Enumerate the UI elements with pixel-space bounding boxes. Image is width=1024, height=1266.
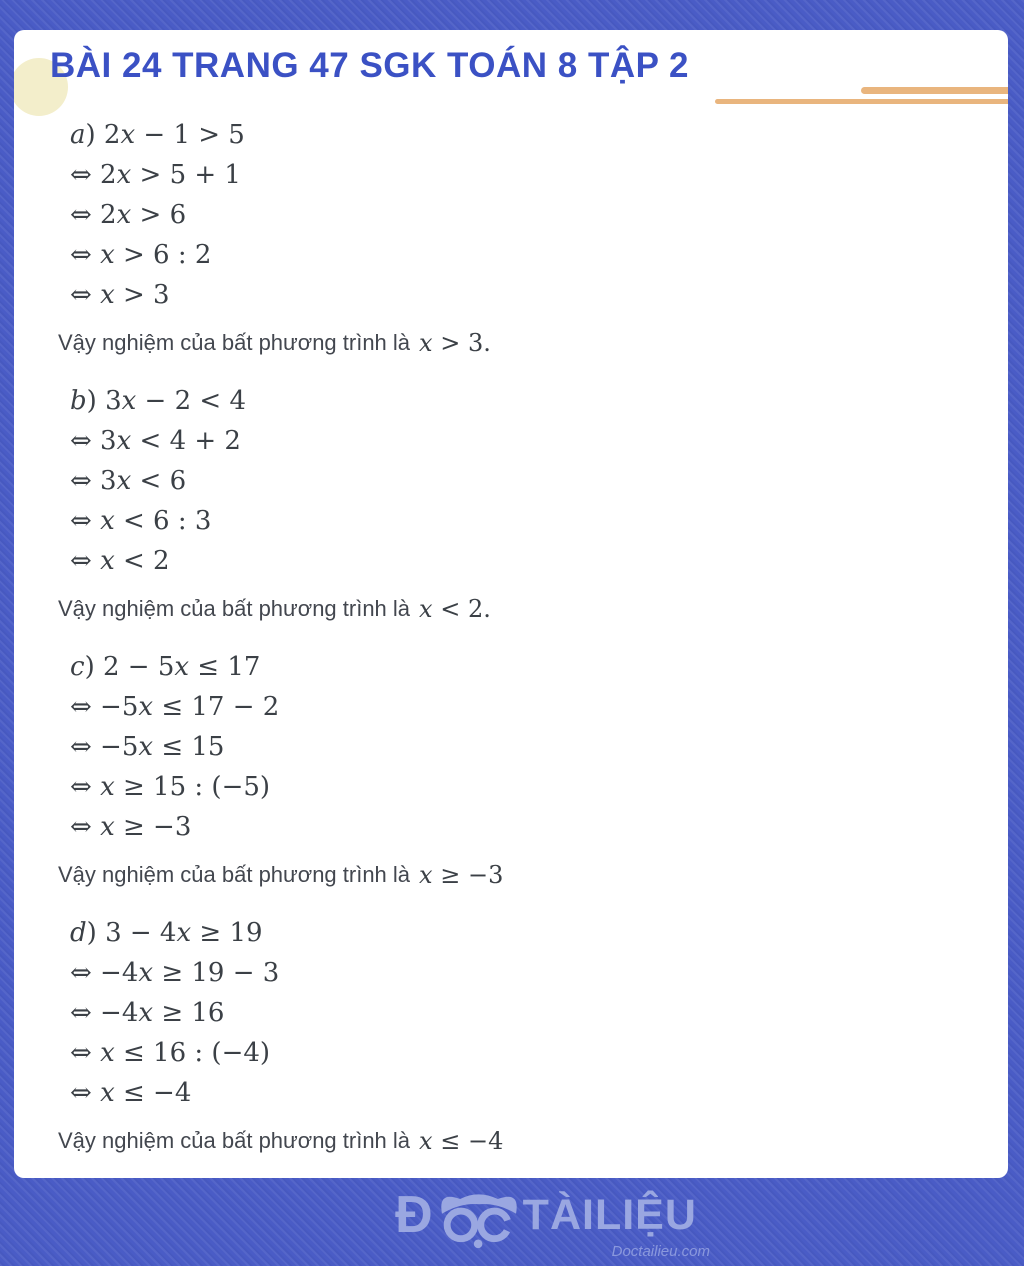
math-line: ⇔ x ≤ −4 <box>70 1078 192 1108</box>
math-line: ⇔ x ≤ 16 : (−4) <box>70 1038 271 1068</box>
math-line: ⇔ −4 x ≥ 16 <box>70 998 225 1028</box>
math-line: ⇔ 2 x > 6 <box>70 200 187 230</box>
math-line: ⇔ x < 6 : 3 <box>70 506 212 536</box>
math-line: d ) 3 − 4 x ≥ 19 <box>70 918 263 948</box>
logo-text: TÀILIỆU <box>522 1190 697 1239</box>
logo-wordmark <box>376 1187 716 1243</box>
conclusion-line <box>58 1125 978 1157</box>
conclusion-math: x ≥ −3 <box>419 861 504 889</box>
solution-section-b <box>58 381 978 625</box>
accent-line-bottom <box>715 99 1008 104</box>
math-line: ⇔ x > 6 : 2 <box>70 240 212 270</box>
math-line: ⇔ 3 x < 6 <box>70 466 187 496</box>
website-text: Doctailieu.com <box>611 1243 710 1260</box>
conclusion-line <box>58 859 978 891</box>
conclusion-text: Vậy nghiệm của bất phương trình là <box>58 862 411 887</box>
conclusion-text: Vậy nghiệm của bất phương trình là <box>58 1128 411 1153</box>
math-line: ⇔ −5 x ≤ 15 <box>70 732 225 762</box>
conclusion-line <box>58 327 978 359</box>
math-line: ⇔ x ≥ 15 : (−5) <box>70 772 271 802</box>
math-line: ⇔ −5 x ≤ 17 − 2 <box>70 692 280 722</box>
math-line: c ) 2 − 5 x ≤ 17 <box>70 652 261 682</box>
solution-section-d <box>58 913 978 1157</box>
math-line: a ) 2 x − 1 > 5 <box>70 120 245 150</box>
math-line: ⇔ x ≥ −3 <box>70 812 192 842</box>
accent-line-top <box>861 87 1008 94</box>
solution-content <box>58 115 978 1178</box>
conclusion-line <box>58 593 978 625</box>
owl-icon <box>433 1187 525 1249</box>
conclusion-math: x < 2. <box>419 595 491 623</box>
conclusion-text: Vậy nghiệm của bất phương trình là <box>58 596 411 621</box>
solution-section-c <box>58 647 978 891</box>
conclusion-math: x > 3. <box>419 329 491 357</box>
math-line: ⇔ 2 x > 5 + 1 <box>70 160 241 190</box>
math-line: b ) 3 x − 2 < 4 <box>70 386 246 416</box>
footer <box>0 1178 1024 1266</box>
content-card <box>14 30 1008 1178</box>
math-line: ⇔ x > 3 <box>70 280 170 310</box>
solution-section-a <box>58 115 978 359</box>
page-title: BÀI 24 TRANG 47 SGK TOÁN 8 TẬP 2 <box>50 46 690 85</box>
logo-letter-d: Đ <box>395 1186 433 1244</box>
conclusion-text: Vậy nghiệm của bất phương trình là <box>58 330 411 355</box>
math-line: ⇔ x < 2 <box>70 546 170 576</box>
conclusion-math: x ≤ −4 <box>419 1127 504 1155</box>
doctailieu-logo <box>376 1187 716 1260</box>
math-line: ⇔ 3 x < 4 + 2 <box>70 426 241 456</box>
math-line: ⇔ −4 x ≥ 19 − 3 <box>70 958 280 988</box>
